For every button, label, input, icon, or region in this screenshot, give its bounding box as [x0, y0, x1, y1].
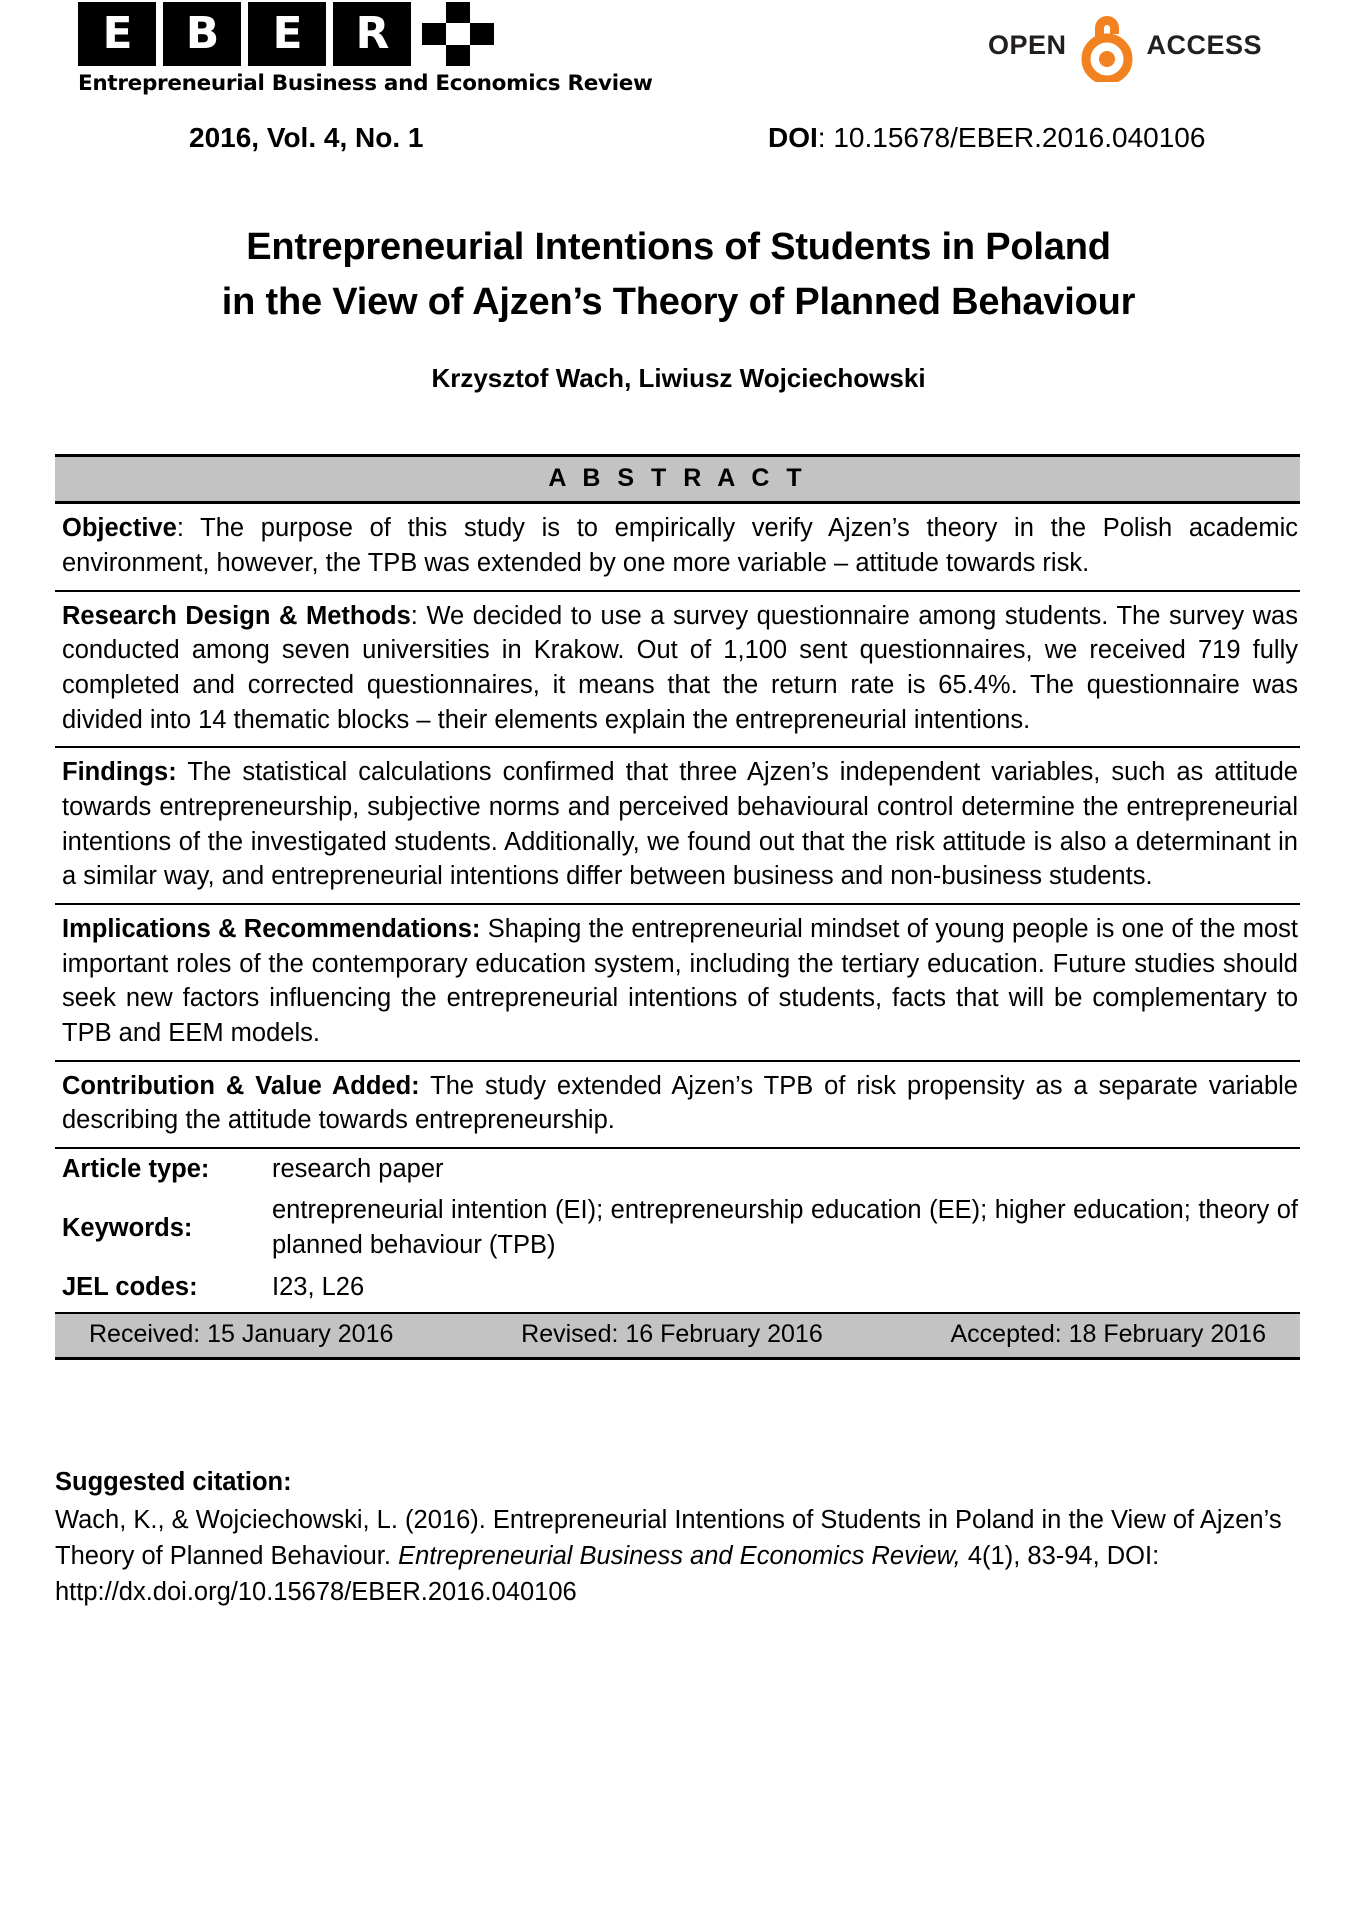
abstract-section-label: Implications & Recommendations: — [62, 914, 481, 943]
open-access-label-right: ACCESS — [1146, 29, 1263, 60]
eber-logo-tiles — [78, 2, 598, 66]
journal-logo — [78, 2, 653, 96]
citation-part-1: Wach, K., & Wojciechowski, L. (2016). Entrepreneurial Intentions of Students in Poland in the View of Ajzen’s Theory of Planned Behaviour. — [55, 1505, 1282, 1571]
open-access-label-left: OPEN — [988, 29, 1067, 60]
date-accepted: Accepted: 18 February 2016 — [950, 1319, 1266, 1348]
issue-info: 2016, Vol. 4, No. 1 — [189, 122, 424, 153]
abstract-section-separator — [177, 758, 188, 786]
doi-value: : 10.15678/EBER.2016.040106 — [817, 122, 1206, 153]
abstract-section-label: Contribution & Value Added: — [62, 1071, 420, 1100]
abstract-section-contribution — [55, 1062, 1300, 1149]
abstract-section-text: The study extended Ajzen’s TPB of risk propensity as a separate variable describing the attitude towards entrepreneurship. — [62, 1071, 1298, 1135]
authors: Krzysztof Wach, Liwiusz Wojciechowski — [431, 363, 926, 394]
abstract-section-implications — [55, 905, 1300, 1062]
doi-info — [768, 122, 1205, 154]
title-line-1: Entrepreneurial Intentions of Students in Poland — [246, 226, 1111, 268]
citation-part-2: 4(1), 83-94, DOI: http://dx.doi.org/10.15678/EBER.2016.040106 — [55, 1542, 1160, 1607]
abstract-section-separator — [420, 1072, 430, 1100]
logo-letter-r: R — [333, 2, 411, 66]
open-access-badge — [988, 8, 1262, 82]
suggested-citation — [55, 1464, 1300, 1611]
abstract-section-label: Objective — [62, 514, 177, 543]
eber-checkerboard-icon — [422, 2, 494, 66]
abstract-section-label: Findings: — [62, 758, 177, 787]
abstract-section-text: We decided to use a survey questionnaire among students. The survey was conducted among seven universities in Krakow. Out of 1,100 sent questionnaires, we received 719 fully completed and corrected questionnaires, it means that the return rate is 65.4%. The questionnaire was divided into 14 thematic blocks – their elements explain the entrepreneurial intentions. — [62, 601, 1298, 734]
abstract-section-text: The statistical calculations confirmed that three Ajzen’s independent variables, such as attitude towards entrepreneurship, subjective norms and perceived behavioural control determine the entrepreneurial intentions of the investigated students. Additionally, we found out that the risk attitude is also a determinant in a similar way, and entrepreneurial intentions differ between business and non-business students. — [62, 758, 1298, 891]
page-title — [110, 220, 1247, 330]
title-block — [0, 220, 1357, 330]
journal-name: Entrepreneurial Business and Economics Review — [78, 71, 653, 96]
open-lock-icon — [1077, 8, 1137, 82]
issue-doi-line — [0, 122, 1357, 178]
metadata-block — [55, 1149, 1300, 1314]
abstract-section-text: The purpose of this study is to empirically verify Ajzen’s theory in the Polish academic environment, however, the TPB was extended by one more variable – attitude towards risk. — [62, 514, 1298, 577]
date-revised: Revised: 16 February 2016 — [521, 1319, 823, 1348]
metadata-value-keywords: entrepreneurial intention (EI); entrepreneurship education (EE); higher education; theory of planned behaviour (TPB) — [272, 1196, 1298, 1260]
citation-journal-name: Entrepreneurial Business and Economics Review, — [398, 1542, 961, 1571]
abstract-section-objective — [55, 504, 1300, 591]
citation-heading: Suggested citation: — [55, 1467, 292, 1496]
metadata-value-article-type: research paper — [272, 1154, 444, 1183]
page-header — [0, 0, 1357, 118]
dates-bar — [55, 1314, 1300, 1360]
table-row — [55, 1149, 1300, 1190]
abstract-section-separator: : — [176, 514, 201, 543]
abstract-section-text: Shaping the entrepreneurial mindset of young people is one of the most important roles of the contemporary education system, including the tertiary education. Future studies should seek new factors influencing the entrepreneurial intentions of students, facts that will be complementary to TPB and EEM models. — [62, 914, 1298, 1047]
abstract-section-separator: : — [410, 601, 427, 630]
metadata-label-article-type: Article type: — [62, 1154, 210, 1183]
abstract-heading: A B S T R A C T — [55, 454, 1300, 504]
abstract-section-methods — [55, 592, 1300, 749]
title-line-2: in the View of Ajzen’s Theory of Planned Behaviour — [221, 281, 1136, 324]
abstract-section-findings — [55, 748, 1300, 905]
table-row — [55, 1267, 1300, 1308]
abstract-table — [55, 454, 1300, 1360]
metadata-label-keywords: Keywords: — [62, 1213, 193, 1242]
date-received: Received: 15 January 2016 — [89, 1319, 394, 1348]
table-row — [55, 1190, 1300, 1266]
metadata-label-jel-codes: JEL codes: — [62, 1272, 198, 1301]
abstract-section-separator — [480, 915, 487, 943]
metadata-value-jel-codes: I23, L26 — [272, 1272, 365, 1301]
metadata-table — [55, 1149, 1300, 1308]
logo-letter-e1: E — [78, 2, 156, 66]
logo-letter-e2: E — [248, 2, 326, 66]
logo-letter-b: B — [163, 2, 241, 66]
citation-text — [55, 1502, 1300, 1611]
abstract-section-label: Research Design & Methods — [62, 601, 411, 630]
doi-label: DOI — [768, 122, 818, 153]
